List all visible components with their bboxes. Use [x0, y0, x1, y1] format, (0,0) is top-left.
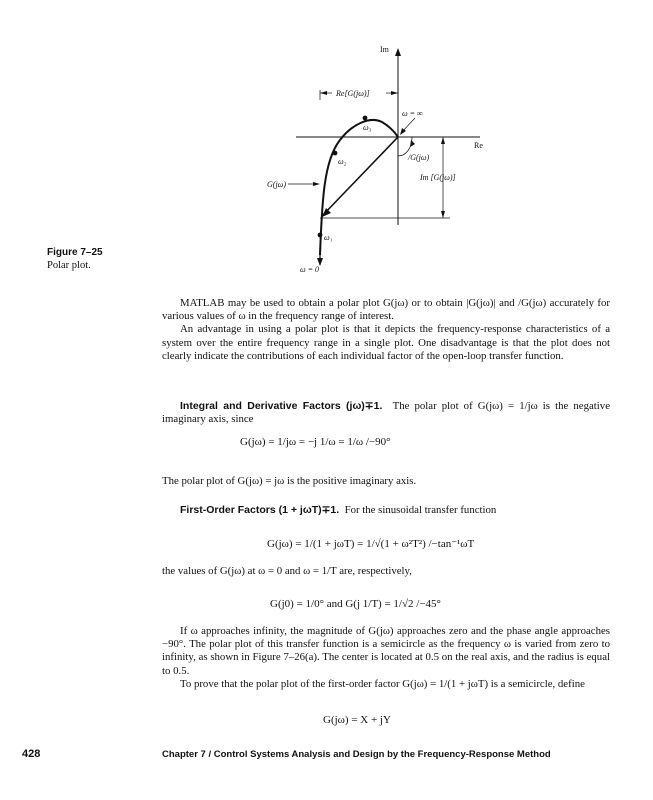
imaginary-axis-arrow: [395, 48, 401, 56]
page-number: 428: [22, 748, 41, 760]
label-im: Im: [380, 45, 389, 54]
label-w-inf: ω = ∞: [402, 109, 423, 118]
label-re: Re: [474, 141, 483, 150]
label-im-g: Im [G(jω)]: [420, 173, 456, 182]
point-w2: [333, 151, 338, 156]
section-first-order: First-Order Factors (1 + jωT)∓1. For the sinusoidal transfer function: [180, 504, 497, 516]
label-w1: ω₁: [324, 233, 333, 242]
label-angle-g: /G(jω): [408, 153, 430, 162]
label-w2: ω₂: [338, 157, 347, 166]
figure-number: Figure 7–25: [47, 247, 103, 258]
paragraph-8: To prove that the polar plot of the first-order factor G(jω) = 1/(1 + jωT) is a semicircle, define: [180, 677, 585, 690]
equation-3: G(j0) = 1/0° and G(j 1/T) = 1/√2 /−45°: [270, 598, 441, 610]
section-integral: Integral and Derivative Factors (jω)∓1. The polar plot of G(jω) = 1/jω is the negative imaginary axis, since: [162, 400, 610, 426]
point-w1: [318, 233, 323, 238]
heading-integral: Integral and Derivative Factors (jω)∓1.: [180, 400, 383, 412]
heading-first-order: First-Order Factors (1 + jωT)∓1.: [180, 504, 340, 516]
polar-plot-figure: [260, 40, 500, 280]
label-re-g: Re[G(jω)]: [336, 89, 370, 98]
point-w3: [363, 116, 368, 121]
label-w0: ω = 0: [300, 265, 320, 274]
equation-2: G(jω) = 1/(1 + jωT) = 1/√(1 + ω²T²) /−tan⁻¹ωT: [267, 538, 475, 550]
label-g: G(jω): [267, 180, 286, 189]
equation-1: G(jω) = 1/jω = −j 1/ω = 1/ω /−90°: [240, 436, 391, 448]
paragraph-2: An advantage in using a polar plot is that it depicts the frequency-response characteristics of a system over the entire frequency range in a single plot. One disadvantage is that the plot does not clearly indicate the contributions of each individual factor of the open-loop transfer function.: [162, 323, 610, 362]
figure-caption: Polar plot.: [47, 260, 91, 271]
paragraph-6: the values of G(jω) at ω = 0 and ω = 1/T are, respectively,: [162, 565, 412, 577]
paragraph-4: The polar plot of G(jω) = jω is the positive imaginary axis.: [162, 475, 417, 487]
running-footer: Chapter 7 / Control Systems Analysis and Design by the Frequency-Response Method: [162, 749, 551, 760]
label-w3: ω₃: [363, 123, 372, 132]
paragraph-7: If ω approaches infinity, the magnitude of G(jω) approaches zero and the phase angle approaches −90°. The polar plot of this transfer function is a semicircle as the frequency ω is varied from zero to infinity, as shown in Figure 7–26(a). The center is located at 0.5 on the real axis, and the radius is equal to 0.5. To prove that the polar plot of the first-order factor G(jω) = 1/(1 + jωT) is a semicircle, define: [162, 625, 610, 690]
paragraph-1: MATLAB may be used to obtain a polar plot G(jω) or to obtain |G(jω)| and /G(jω) accurately for various values of ω in the frequency range of interest. An advantage in using a polar plot is that it depicts the frequency-response characteristics of a system over the entire frequency range in a single plot. One disadvantage is that the plot does not clearly indicate the contributions of each individual factor of the open-loop transfer function.: [162, 297, 610, 362]
equation-4: G(jω) = X + jY: [323, 714, 391, 726]
